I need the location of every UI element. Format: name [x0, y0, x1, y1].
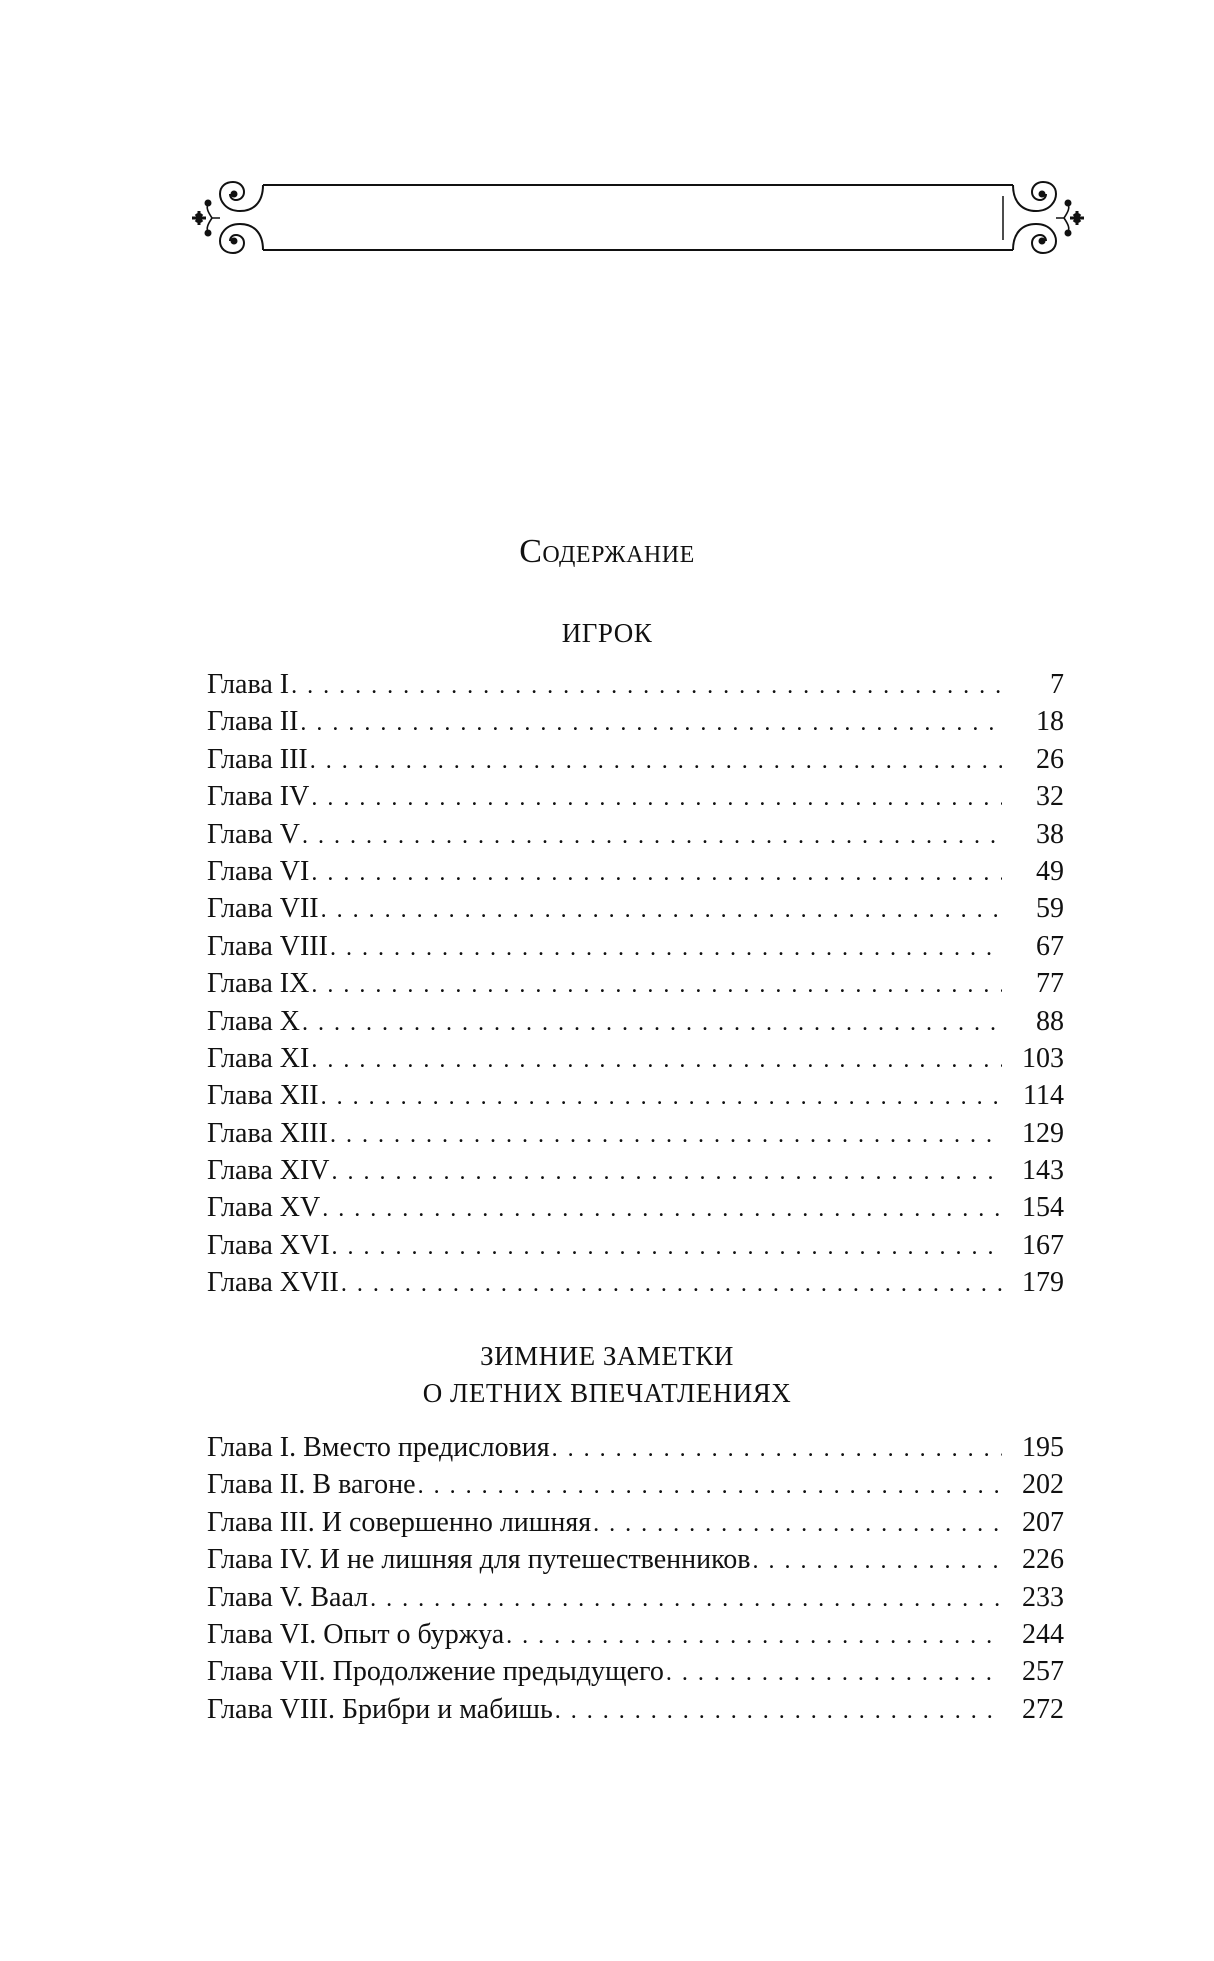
dot-leader: [311, 967, 1002, 1004]
toc-entry[interactable]: [207, 890, 1064, 927]
decorative-frame-ornament-icon: [190, 178, 1090, 260]
toc-list-igrok: [207, 666, 1064, 1302]
toc-entry-page: 226: [1022, 1544, 1064, 1576]
dot-leader: [310, 743, 1002, 780]
dot-leader: [555, 1693, 1002, 1730]
toc-entry-label: Глава IV: [207, 781, 310, 813]
dot-leader: [332, 1154, 1002, 1191]
toc-entry-page: 154: [1022, 1192, 1064, 1224]
dot-leader: [302, 818, 1002, 855]
toc-entry-label: Глава X: [207, 1005, 300, 1037]
toc-entry-label: Глава XVI: [207, 1229, 330, 1261]
dot-leader: [321, 1079, 1002, 1116]
toc-entry-label: Глава VI. Опыт о буржуа: [207, 1618, 505, 1650]
toc-entry[interactable]: [207, 741, 1064, 778]
dot-leader: [332, 1229, 1002, 1266]
toc-entry-label: Глава III. И совершенно лишняя: [207, 1506, 592, 1538]
toc-entry-page: 272: [1022, 1693, 1064, 1725]
toc-entry[interactable]: [207, 1003, 1064, 1040]
toc-entry-page: 38: [1036, 818, 1064, 850]
toc-entry-page: 179: [1022, 1267, 1064, 1299]
toc-entry-page: 103: [1022, 1042, 1064, 1074]
toc-entry-page: 167: [1022, 1229, 1064, 1261]
toc-entry[interactable]: [207, 1466, 1064, 1503]
toc-entry[interactable]: [207, 928, 1064, 965]
toc-entry-page: 244: [1022, 1618, 1064, 1650]
toc-entry-page: 77: [1036, 968, 1064, 1000]
toc-entry-label: Глава XVII: [207, 1267, 339, 1299]
section-heading-line: ЗИМНИЕ ЗАМЕТКИ: [480, 1341, 734, 1371]
toc-entry-page: 129: [1022, 1117, 1064, 1149]
toc-entry-page: 202: [1022, 1469, 1064, 1501]
toc-entry[interactable]: [207, 1616, 1064, 1653]
dot-leader: [753, 1543, 1002, 1580]
dot-leader: [370, 1581, 1002, 1618]
toc-entry-label: Глава XV: [207, 1192, 321, 1224]
toc-entry[interactable]: [207, 1504, 1064, 1541]
dot-leader: [302, 1005, 1002, 1042]
dot-leader: [311, 780, 1002, 817]
section-heading-zimnie-zametki: [0, 1338, 1214, 1412]
toc-entry[interactable]: [207, 1115, 1064, 1152]
dot-leader: [341, 1266, 1002, 1303]
toc-entry-label: Глава IV. И не лишняя для путешественников: [207, 1544, 751, 1576]
dot-leader: [330, 1117, 1002, 1154]
toc-entry-label: Глава I. Вместо предисловия: [207, 1432, 550, 1463]
toc-entry[interactable]: [207, 1189, 1064, 1226]
toc-entry[interactable]: [207, 1152, 1064, 1189]
toc-entry-page: 88: [1036, 1005, 1064, 1037]
toc-entry-page: 195: [1022, 1432, 1064, 1463]
toc-entry-page: 233: [1022, 1581, 1064, 1613]
toc-entry[interactable]: [207, 1040, 1064, 1077]
toc-entry[interactable]: [207, 1264, 1064, 1301]
toc-entry-label: Глава V. Ваал: [207, 1581, 369, 1613]
toc-entry-label: Глава VIII. Брибри и мабишь: [207, 1693, 553, 1725]
toc-entry-label: Глава V: [207, 818, 300, 850]
toc-entry[interactable]: [207, 1227, 1064, 1264]
toc-entry-label: Глава IX: [207, 968, 310, 1000]
toc-entry-page: 114: [1023, 1080, 1064, 1112]
toc-entry[interactable]: [207, 703, 1064, 740]
toc-entry-page: 7: [1050, 669, 1064, 700]
dot-leader: [418, 1468, 1002, 1505]
toc-entry[interactable]: [207, 1653, 1064, 1690]
toc-entry-page: 67: [1036, 930, 1064, 962]
toc-entry-label: Глава VII. Продолжение предыдущего: [207, 1656, 664, 1688]
dot-leader: [300, 705, 1002, 742]
toc-entry-label: Глава XIV: [207, 1155, 330, 1187]
toc-entry[interactable]: [207, 965, 1064, 1002]
toc-entry-page: 207: [1022, 1506, 1064, 1538]
toc-entry-page: 26: [1036, 743, 1064, 775]
toc-list-zimnie-zametki: [207, 1429, 1064, 1728]
toc-entry-label: Глава II: [207, 706, 299, 738]
page-title: Содержание: [519, 533, 695, 570]
toc-entry[interactable]: [207, 1691, 1064, 1728]
dot-leader: [321, 892, 1002, 929]
dot-leader: [322, 1191, 1002, 1228]
toc-entry-label: Глава II. В вагоне: [207, 1469, 416, 1501]
dot-leader: [666, 1655, 1002, 1692]
toc-entry-page: 143: [1022, 1155, 1064, 1187]
toc-entry-page: 32: [1036, 781, 1064, 813]
toc-entry-label: Глава III: [207, 743, 308, 775]
toc-entry[interactable]: [207, 666, 1064, 703]
toc-entry-label: Глава VII: [207, 893, 319, 925]
toc-entry[interactable]: [207, 853, 1064, 890]
dot-leader: [291, 668, 1002, 705]
toc-entry-label: Глава I: [207, 669, 290, 700]
toc-entry[interactable]: [207, 1077, 1064, 1114]
toc-entry[interactable]: [207, 816, 1064, 853]
dot-leader: [593, 1506, 1002, 1543]
toc-entry[interactable]: [207, 1579, 1064, 1616]
dot-leader: [330, 930, 1002, 967]
dot-leader: [311, 1042, 1002, 1079]
toc-entry[interactable]: [207, 778, 1064, 815]
toc-entry-label: Глава VI: [207, 855, 310, 887]
toc-entry-label: Глава XIII: [207, 1117, 328, 1149]
toc-entry[interactable]: [207, 1429, 1064, 1466]
dot-leader: [311, 855, 1002, 892]
toc-entry-label: Глава VIII: [207, 930, 328, 962]
dot-leader: [552, 1431, 1002, 1468]
section-heading-line: ИГРОК: [561, 618, 653, 648]
toc-entry-label: Глава XII: [207, 1080, 319, 1112]
toc-entry-page: 59: [1036, 893, 1064, 925]
toc-entry-page: 18: [1036, 706, 1064, 738]
toc-entry-page: 257: [1022, 1656, 1064, 1688]
toc-entry-label: Глава XI: [207, 1042, 310, 1074]
section-heading-line: О ЛЕТНИХ ВПЕЧАТЛЕНИЯХ: [422, 1378, 792, 1408]
toc-entry[interactable]: [207, 1541, 1064, 1578]
section-heading-igrok: [0, 615, 1214, 652]
toc-entry-page: 49: [1036, 855, 1064, 887]
dot-leader: [506, 1618, 1002, 1655]
